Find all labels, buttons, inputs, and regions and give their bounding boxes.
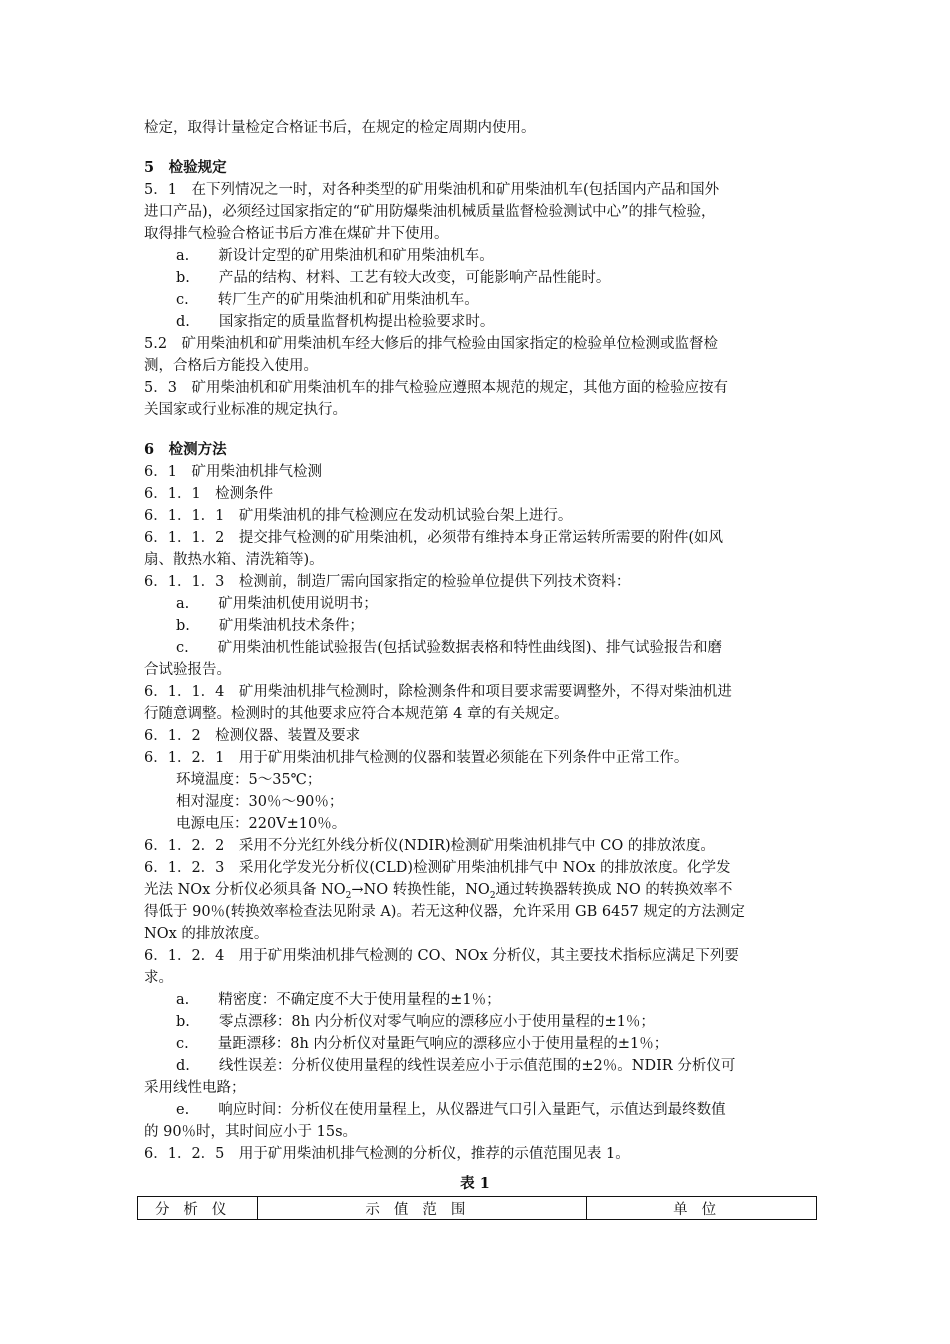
paragraph-line: 6．1．1．4 矿用柴油机排气检测时，除检测条件和项目要求需要调整外，不得对柴油机进 (144, 684, 732, 700)
section-heading: 5 检验规定 (144, 159, 227, 176)
paragraph-line: 6．1．2 检测仪器、装置及要求 (144, 728, 361, 744)
paragraph-line: 测，合格后方能投入使用。 (144, 358, 318, 374)
paragraph-line: 5.2 矿用柴油机和矿用柴油机车经大修后的排气检验由国家指定的检验单位检测或监督检 (144, 336, 719, 352)
condition-line: 相对湿度：30％～90％； (176, 794, 344, 810)
list-item: c. 量距漂移：8h 内分析仪对量距气响应的漂移应小于使用量程的±1％； (176, 1036, 669, 1052)
paragraph-line: 6．1．2．5 用于矿用柴油机排气检测的分析仪，推荐的示值范围见表 1。 (144, 1146, 630, 1162)
text-run: →NO 转换性能，NO (351, 882, 490, 898)
list-item: c. 矿用柴油机性能试验报告(包括试验数据表格和特性曲线图)、排气试验报告和磨 (176, 640, 723, 656)
list-item: c. 转厂生产的矿用柴油机和矿用柴油机车。 (176, 292, 479, 308)
paragraph-line: 求。 (144, 970, 173, 986)
header-unit: 单位 (587, 1197, 817, 1220)
list-item: e. 响应时间：分析仪在使用量程上，从仪器进气口引入量距气，示值达到最终数值 (176, 1102, 726, 1118)
paragraph-line: 5．1 在下列情况之一时，对各种类型的矿用柴油机和矿用柴油机车(包括国内产品和国外 (144, 182, 720, 198)
condition-line: 环境温度：5～35℃； (176, 772, 322, 788)
paragraph-line: 取得排气检验合格证书后方准在煤矿井下使用。 (144, 226, 449, 242)
subscript: 2 (345, 890, 352, 901)
paragraph-line: 6．1．2．3 采用化学发光分析仪(CLD)检测矿用柴油机排气中 NOx 的排放浓度。化学发 (144, 860, 731, 876)
paragraph-line: 5．3 矿用柴油机和矿用柴油机车的排气检验应遵照本规范的规定，其他方面的检验应按有 (144, 380, 728, 396)
list-item: d. 国家指定的质量监督机构提出检验要求时。 (176, 314, 495, 330)
paragraph-line: 6．1．2．1 用于矿用柴油机排气检测的仪器和装置必须能在下列条件中正常工作。 (144, 750, 689, 766)
paragraph-line: 6．1．2．4 用于矿用柴油机排气检测的 CO、NOx 分析仪，其主要技术指标应满足下列要 (144, 948, 739, 964)
header-range: 示值范围 (258, 1197, 587, 1220)
paragraph-line: 6．1．1．1 矿用柴油机的排气检测应在发动机试验台架上进行。 (144, 508, 573, 524)
paragraph-line: NOx 的排放浓度。 (144, 926, 269, 942)
paragraph-line: 检定，取得计量检定合格证书后，在规定的检定周期内使用。 (144, 120, 536, 136)
text-run: 光法 NOx 分析仪必须具备 NO (144, 882, 346, 898)
paragraph-line: 采用线性电路； (144, 1080, 246, 1096)
paragraph-line: 合试验报告。 (144, 662, 231, 678)
paragraph-line: 6．1 矿用柴油机排气检测 (144, 464, 322, 480)
table-header-row (138, 1197, 817, 1220)
paragraph-line: 6．1．2．2 采用不分光红外线分析仪(NDIR)检测矿用柴油机排气中 CO 的排放浓度。 (144, 838, 715, 854)
paragraph-line: 行随意调整。检测时的其他要求应符合本规范第 4 章的有关规定。 (144, 706, 569, 722)
section-heading: 6 检测方法 (144, 441, 227, 458)
list-item: a. 矿用柴油机使用说明书； (176, 596, 378, 612)
paragraph-line: 6．1．1．2 提交排气检测的矿用柴油机，必须带有维持本身正常运转所需要的附件(如风 (144, 530, 724, 546)
table-1 (137, 1196, 817, 1220)
list-item: a. 精密度：不确定度不大于使用量程的±1％； (176, 992, 501, 1008)
header-analyzer: 分析仪 (138, 1197, 258, 1220)
list-item: b. 零点漂移：8h 内分析仪对零气响应的漂移应小于使用量程的±1％； (176, 1014, 655, 1030)
paragraph-line: 得低于 90％(转换效率检查法见附录 A)。若无这种仪器，允许采用 GB 6457 规定的方法测定 (144, 904, 745, 920)
paragraph-line: 6．1．1．3 检测前，制造厂需向国家指定的检验单位提供下列技术资料： (144, 574, 631, 590)
paragraph-line: 进口产品)，必须经过国家指定的“矿用防爆柴油机械质量监督检验测试中心”的排气检验， (144, 204, 716, 220)
condition-line: 电源电压：220V±10％。 (176, 816, 347, 832)
paragraph-line: 的 90％时，其时间应小于 15s。 (144, 1124, 358, 1140)
paragraph-line: 扇、散热水箱、清洗箱等)。 (144, 552, 324, 568)
subscript: 2 (489, 890, 496, 901)
paragraph-line: 6．1．1 检测条件 (144, 486, 274, 502)
list-item: d. 线性误差：分析仪使用量程的线性误差应小于示值范围的±2％。NDIR 分析仪可 (176, 1058, 736, 1074)
paragraph-line: 关国家或行业标准的规定执行。 (144, 402, 347, 418)
list-item: b. 产品的结构、材料、工艺有较大改变，可能影响产品性能时。 (176, 270, 611, 286)
list-item: a. 新设计定型的矿用柴油机和矿用柴油机车。 (176, 248, 494, 264)
text-run: 通过转换器转换成 NO 的转换效率不 (495, 882, 733, 898)
list-item: b. 矿用柴油机技术条件； (176, 618, 364, 634)
table-caption: 表 1 (460, 1175, 490, 1192)
